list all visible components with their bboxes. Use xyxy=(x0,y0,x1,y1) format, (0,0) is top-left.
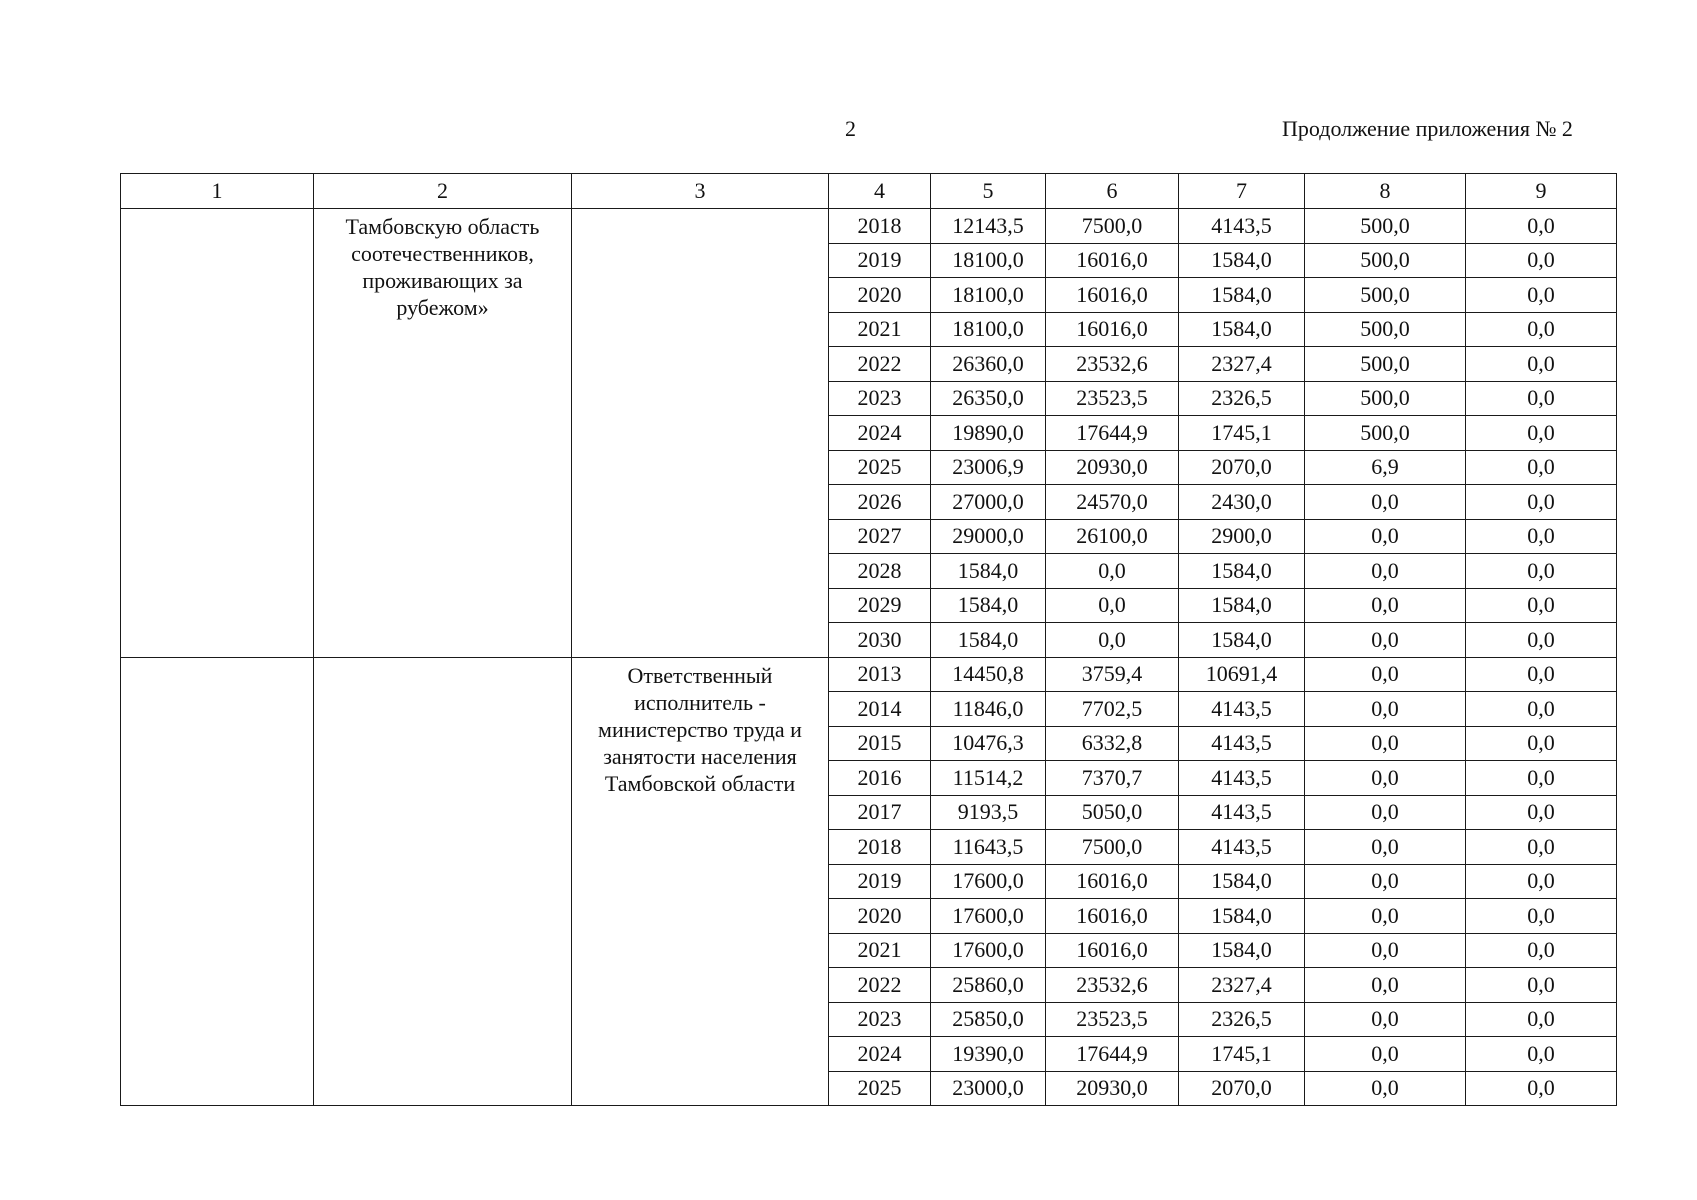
extrabudgetary-cell: 0,0 xyxy=(1466,588,1617,623)
extrabudgetary-cell: 0,0 xyxy=(1466,864,1617,899)
year-cell: 2014 xyxy=(829,692,931,727)
regional-budget-cell: 1745,1 xyxy=(1179,1037,1305,1072)
extrabudgetary-cell: 0,0 xyxy=(1466,209,1617,244)
column-number: 4 xyxy=(829,174,931,209)
federal-budget-cell: 7702,5 xyxy=(1046,692,1179,727)
regional-budget-cell: 2327,4 xyxy=(1179,347,1305,382)
regional-budget-cell: 1584,0 xyxy=(1179,588,1305,623)
local-budget-cell: 0,0 xyxy=(1305,864,1466,899)
total-cell: 10476,3 xyxy=(931,726,1046,761)
column-number: 2 xyxy=(314,174,572,209)
total-cell: 1584,0 xyxy=(931,554,1046,589)
federal-budget-cell: 0,0 xyxy=(1046,588,1179,623)
extrabudgetary-cell: 0,0 xyxy=(1466,243,1617,278)
federal-budget-cell: 7500,0 xyxy=(1046,830,1179,865)
federal-budget-cell: 17644,9 xyxy=(1046,416,1179,451)
federal-budget-cell: 16016,0 xyxy=(1046,864,1179,899)
total-cell: 26360,0 xyxy=(931,347,1046,382)
federal-budget-cell: 26100,0 xyxy=(1046,519,1179,554)
federal-budget-cell: 3759,4 xyxy=(1046,657,1179,692)
federal-budget-cell: 24570,0 xyxy=(1046,485,1179,520)
total-cell: 18100,0 xyxy=(931,312,1046,347)
extrabudgetary-cell: 0,0 xyxy=(1466,968,1617,1003)
regional-budget-cell: 1584,0 xyxy=(1179,243,1305,278)
local-budget-cell: 6,9 xyxy=(1305,450,1466,485)
total-cell: 25850,0 xyxy=(931,1002,1046,1037)
program-name-cell: Тамбовскую область соотечественников, проживающих за рубежом» xyxy=(314,209,572,658)
total-cell: 11846,0 xyxy=(931,692,1046,727)
regional-budget-cell: 1584,0 xyxy=(1179,312,1305,347)
page-number: 2 xyxy=(845,116,856,141)
regional-budget-cell: 4143,5 xyxy=(1179,726,1305,761)
extrabudgetary-cell: 0,0 xyxy=(1466,519,1617,554)
federal-budget-cell: 23523,5 xyxy=(1046,1002,1179,1037)
local-budget-cell: 0,0 xyxy=(1305,1037,1466,1072)
regional-budget-cell: 2430,0 xyxy=(1179,485,1305,520)
total-cell: 26350,0 xyxy=(931,381,1046,416)
local-budget-cell: 0,0 xyxy=(1305,657,1466,692)
regional-budget-cell: 1745,1 xyxy=(1179,416,1305,451)
regional-budget-cell: 1584,0 xyxy=(1179,623,1305,658)
local-budget-cell: 500,0 xyxy=(1305,312,1466,347)
total-cell: 12143,5 xyxy=(931,209,1046,244)
total-cell: 29000,0 xyxy=(931,519,1046,554)
total-cell: 1584,0 xyxy=(931,588,1046,623)
local-budget-cell: 0,0 xyxy=(1305,519,1466,554)
local-budget-cell: 0,0 xyxy=(1305,795,1466,830)
extrabudgetary-cell: 0,0 xyxy=(1466,1002,1617,1037)
federal-budget-cell: 20930,0 xyxy=(1046,450,1179,485)
federal-budget-cell: 20930,0 xyxy=(1046,1071,1179,1106)
regional-budget-cell: 1584,0 xyxy=(1179,278,1305,313)
extrabudgetary-cell: 0,0 xyxy=(1466,347,1617,382)
year-cell: 2028 xyxy=(829,554,931,589)
year-cell: 2019 xyxy=(829,243,931,278)
extrabudgetary-cell: 0,0 xyxy=(1466,278,1617,313)
local-budget-cell: 500,0 xyxy=(1305,347,1466,382)
federal-budget-cell: 6332,8 xyxy=(1046,726,1179,761)
local-budget-cell: 0,0 xyxy=(1305,588,1466,623)
extrabudgetary-cell: 0,0 xyxy=(1466,1071,1617,1106)
federal-budget-cell: 16016,0 xyxy=(1046,278,1179,313)
column-number: 9 xyxy=(1466,174,1617,209)
year-cell: 2024 xyxy=(829,416,931,451)
year-cell: 2020 xyxy=(829,899,931,934)
local-budget-cell: 0,0 xyxy=(1305,761,1466,796)
year-cell: 2024 xyxy=(829,1037,931,1072)
federal-budget-cell: 0,0 xyxy=(1046,623,1179,658)
extrabudgetary-cell: 0,0 xyxy=(1466,312,1617,347)
regional-budget-cell: 2900,0 xyxy=(1179,519,1305,554)
total-cell: 1584,0 xyxy=(931,623,1046,658)
total-cell: 11514,2 xyxy=(931,761,1046,796)
extrabudgetary-cell: 0,0 xyxy=(1466,830,1617,865)
regional-budget-cell: 1584,0 xyxy=(1179,554,1305,589)
extrabudgetary-cell: 0,0 xyxy=(1466,761,1617,796)
total-cell: 17600,0 xyxy=(931,864,1046,899)
funding-table xyxy=(120,173,1617,1106)
regional-budget-cell: 4143,5 xyxy=(1179,692,1305,727)
federal-budget-cell: 7500,0 xyxy=(1046,209,1179,244)
federal-budget-cell: 16016,0 xyxy=(1046,312,1179,347)
year-cell: 2019 xyxy=(829,864,931,899)
table-body xyxy=(121,174,1617,1106)
year-cell: 2017 xyxy=(829,795,931,830)
federal-budget-cell: 7370,7 xyxy=(1046,761,1179,796)
year-cell: 2021 xyxy=(829,312,931,347)
column-number: 1 xyxy=(121,174,314,209)
column-number-row xyxy=(121,174,1617,209)
local-budget-cell: 0,0 xyxy=(1305,554,1466,589)
local-budget-cell: 0,0 xyxy=(1305,485,1466,520)
column-number: 8 xyxy=(1305,174,1466,209)
year-cell: 2025 xyxy=(829,450,931,485)
federal-budget-cell: 17644,9 xyxy=(1046,1037,1179,1072)
total-cell: 19390,0 xyxy=(931,1037,1046,1072)
extrabudgetary-cell: 0,0 xyxy=(1466,381,1617,416)
column-number: 6 xyxy=(1046,174,1179,209)
year-cell: 2013 xyxy=(829,657,931,692)
program-number-cell xyxy=(121,657,314,1106)
regional-budget-cell: 4143,5 xyxy=(1179,795,1305,830)
year-cell: 2020 xyxy=(829,278,931,313)
total-cell: 14450,8 xyxy=(931,657,1046,692)
extrabudgetary-cell: 0,0 xyxy=(1466,692,1617,727)
total-cell: 19890,0 xyxy=(931,416,1046,451)
local-budget-cell: 500,0 xyxy=(1305,278,1466,313)
extrabudgetary-cell: 0,0 xyxy=(1466,485,1617,520)
year-cell: 2015 xyxy=(829,726,931,761)
extrabudgetary-cell: 0,0 xyxy=(1466,450,1617,485)
year-cell: 2030 xyxy=(829,623,931,658)
year-cell: 2023 xyxy=(829,1002,931,1037)
regional-budget-cell: 2326,5 xyxy=(1179,1002,1305,1037)
extrabudgetary-cell: 0,0 xyxy=(1466,933,1617,968)
federal-budget-cell: 23532,6 xyxy=(1046,968,1179,1003)
appendix-continuation-label: Продолжение приложения № 2 xyxy=(1282,116,1573,141)
program-number-cell xyxy=(121,209,314,658)
local-budget-cell: 500,0 xyxy=(1305,243,1466,278)
local-budget-cell: 0,0 xyxy=(1305,968,1466,1003)
regional-budget-cell: 10691,4 xyxy=(1179,657,1305,692)
executor-cell: Ответственный исполнитель - министерство труда и занятости населения Тамбовской области xyxy=(572,657,829,1106)
local-budget-cell: 500,0 xyxy=(1305,416,1466,451)
regional-budget-cell: 4143,5 xyxy=(1179,830,1305,865)
total-cell: 18100,0 xyxy=(931,278,1046,313)
year-cell: 2026 xyxy=(829,485,931,520)
year-cell: 2023 xyxy=(829,381,931,416)
total-cell: 25860,0 xyxy=(931,968,1046,1003)
year-cell: 2022 xyxy=(829,968,931,1003)
federal-budget-cell: 0,0 xyxy=(1046,554,1179,589)
year-cell: 2018 xyxy=(829,209,931,244)
federal-budget-cell: 23523,5 xyxy=(1046,381,1179,416)
total-cell: 17600,0 xyxy=(931,899,1046,934)
extrabudgetary-cell: 0,0 xyxy=(1466,1037,1617,1072)
executor-cell xyxy=(572,209,829,658)
total-cell: 9193,5 xyxy=(931,795,1046,830)
table-row xyxy=(121,657,1617,692)
regional-budget-cell: 2070,0 xyxy=(1179,1071,1305,1106)
total-cell: 27000,0 xyxy=(931,485,1046,520)
year-cell: 2025 xyxy=(829,1071,931,1106)
year-cell: 2027 xyxy=(829,519,931,554)
local-budget-cell: 500,0 xyxy=(1305,381,1466,416)
federal-budget-cell: 5050,0 xyxy=(1046,795,1179,830)
federal-budget-cell: 16016,0 xyxy=(1046,899,1179,934)
local-budget-cell: 0,0 xyxy=(1305,1071,1466,1106)
extrabudgetary-cell: 0,0 xyxy=(1466,795,1617,830)
regional-budget-cell: 1584,0 xyxy=(1179,864,1305,899)
total-cell: 23006,9 xyxy=(931,450,1046,485)
extrabudgetary-cell: 0,0 xyxy=(1466,657,1617,692)
regional-budget-cell: 1584,0 xyxy=(1179,899,1305,934)
year-cell: 2021 xyxy=(829,933,931,968)
total-cell: 18100,0 xyxy=(931,243,1046,278)
regional-budget-cell: 2070,0 xyxy=(1179,450,1305,485)
column-number: 7 xyxy=(1179,174,1305,209)
federal-budget-cell: 16016,0 xyxy=(1046,933,1179,968)
local-budget-cell: 0,0 xyxy=(1305,933,1466,968)
local-budget-cell: 0,0 xyxy=(1305,726,1466,761)
total-cell: 23000,0 xyxy=(931,1071,1046,1106)
year-cell: 2016 xyxy=(829,761,931,796)
table-row xyxy=(121,209,1617,244)
local-budget-cell: 500,0 xyxy=(1305,209,1466,244)
total-cell: 17600,0 xyxy=(931,933,1046,968)
regional-budget-cell: 1584,0 xyxy=(1179,933,1305,968)
local-budget-cell: 0,0 xyxy=(1305,830,1466,865)
regional-budget-cell: 2327,4 xyxy=(1179,968,1305,1003)
year-cell: 2029 xyxy=(829,588,931,623)
year-cell: 2022 xyxy=(829,347,931,382)
total-cell: 11643,5 xyxy=(931,830,1046,865)
regional-budget-cell: 4143,5 xyxy=(1179,209,1305,244)
regional-budget-cell: 2326,5 xyxy=(1179,381,1305,416)
extrabudgetary-cell: 0,0 xyxy=(1466,416,1617,451)
extrabudgetary-cell: 0,0 xyxy=(1466,623,1617,658)
extrabudgetary-cell: 0,0 xyxy=(1466,554,1617,589)
federal-budget-cell: 23532,6 xyxy=(1046,347,1179,382)
column-number: 5 xyxy=(931,174,1046,209)
local-budget-cell: 0,0 xyxy=(1305,899,1466,934)
extrabudgetary-cell: 0,0 xyxy=(1466,899,1617,934)
local-budget-cell: 0,0 xyxy=(1305,1002,1466,1037)
column-number: 3 xyxy=(572,174,829,209)
extrabudgetary-cell: 0,0 xyxy=(1466,726,1617,761)
local-budget-cell: 0,0 xyxy=(1305,692,1466,727)
federal-budget-cell: 16016,0 xyxy=(1046,243,1179,278)
regional-budget-cell: 4143,5 xyxy=(1179,761,1305,796)
year-cell: 2018 xyxy=(829,830,931,865)
local-budget-cell: 0,0 xyxy=(1305,623,1466,658)
program-name-cell xyxy=(314,657,572,1106)
